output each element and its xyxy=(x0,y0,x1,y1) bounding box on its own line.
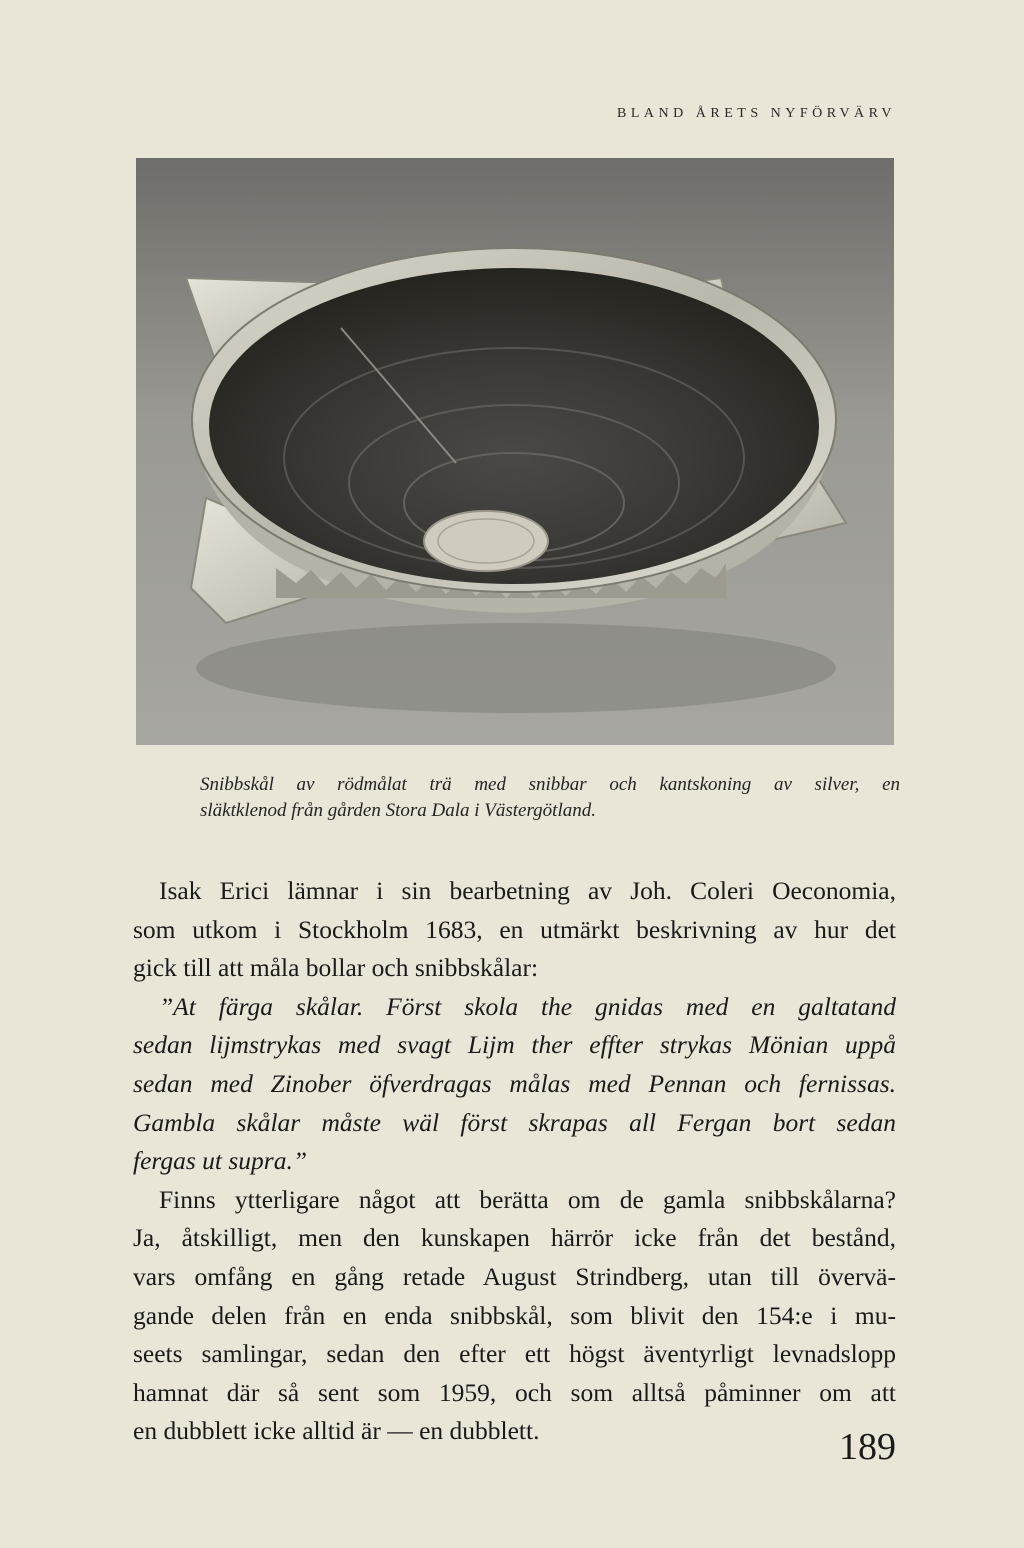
quote-line: sedan med Zinober öfverdragas målas med Pennan och fernissas. xyxy=(133,1068,896,1098)
quote-line: fergas ut supra.” xyxy=(133,1146,308,1176)
page-number: 189 xyxy=(839,1426,896,1468)
text-line: Isak Erici lämnar i sin bearbetning av Joh. Coleri Oeconomia, xyxy=(159,876,896,905)
text-line: gick till att måla bollar och snibbskålar: xyxy=(133,953,539,983)
text-line: vars omfång en gång retade August Strindberg, utan till övervä- xyxy=(133,1261,896,1291)
body-text xyxy=(133,872,896,1451)
bowl-photograph xyxy=(136,158,894,745)
text-line: Ja, åtskilligt, men den kunskapen härrör icke från det bestånd, xyxy=(133,1223,896,1253)
text-line: en dubblett icke alltid är — en dubblett. xyxy=(133,1416,540,1446)
quote-line: sedan lijmstrykas med svagt Lijm ther effter strykas Mönian uppå xyxy=(133,1030,896,1060)
quote-line: ”At färga skålar. Först skola the gnidas med en galtatand xyxy=(159,991,896,1021)
text-line: Finns ytterligare något att berätta om de gamla snibbskålarna? xyxy=(159,1184,896,1214)
bowl-photograph-image xyxy=(136,158,894,745)
caption-line: släktklenod från gården Stora Dala i Västergötland. xyxy=(200,800,596,821)
text-line: seets samlingar, sedan den efter ett högst äventyrligt levnadslopp xyxy=(133,1339,896,1369)
figure-caption xyxy=(200,772,900,824)
quote-line: Gambla skålar måste wäl först skrapas all Fergan bort sedan xyxy=(133,1107,896,1137)
text-line: som utkom i Stockholm 1683, en utmärkt beskrivning av hur det xyxy=(133,914,896,944)
running-head: BLAND ÅRETS NYFÖRVÄRV xyxy=(617,106,896,121)
caption-line: Snibbskål av rödmålat trä med snibbar och kantskoning av silver, en xyxy=(200,774,900,795)
text-line: gande delen från en enda snibbskål, som blivit den 154:e i mu- xyxy=(133,1300,896,1330)
text-line: hamnat där så sent som 1959, och som alltså påminner om att xyxy=(133,1377,896,1407)
